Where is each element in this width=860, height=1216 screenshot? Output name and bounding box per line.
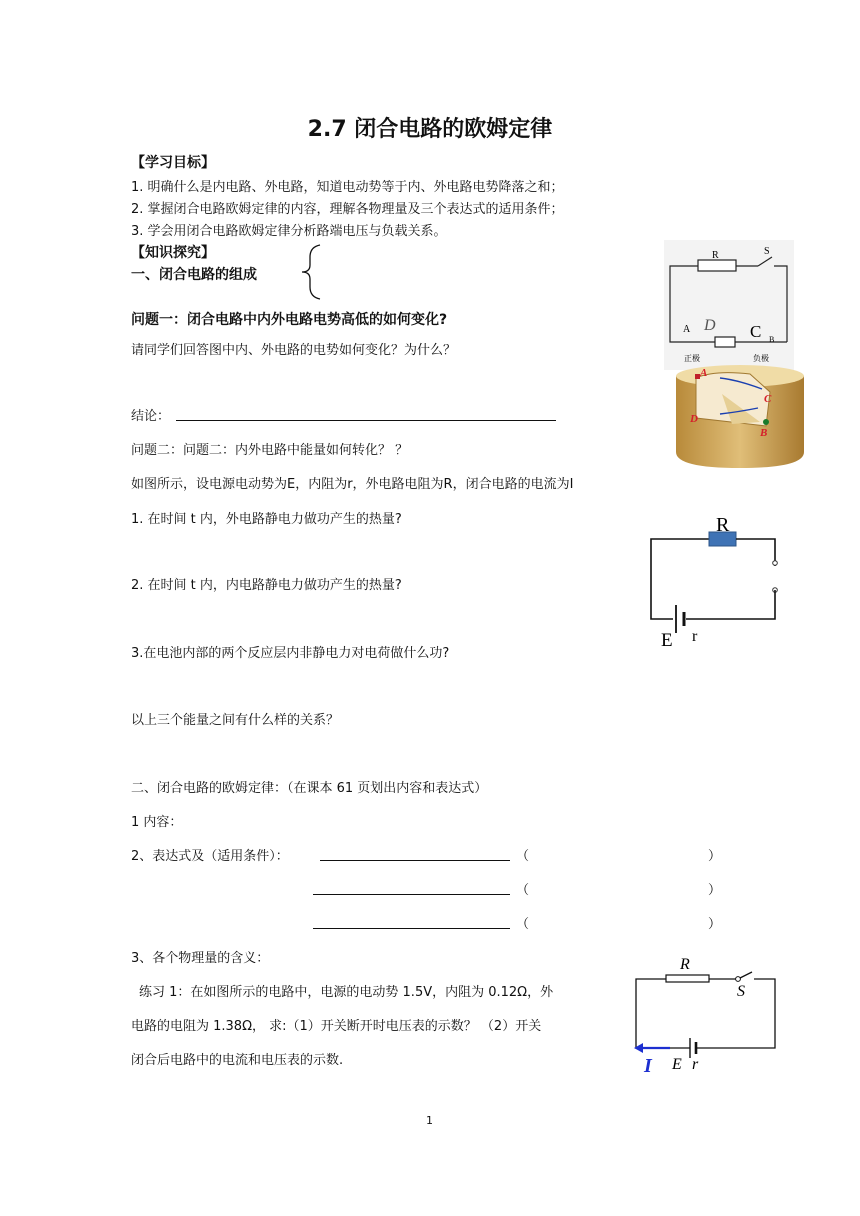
objective-item-1: 1. 明确什么是内电路、外电路，知道电动势等于内、外电路电势降落之和； — [131, 180, 564, 195]
cell-label-B: B — [760, 427, 768, 439]
expression-blank-3 — [313, 928, 510, 929]
figure-circuit-switch — [628, 952, 778, 1077]
label-E: E — [661, 630, 673, 651]
close-paren-3: ） — [708, 917, 722, 932]
resistor-symbol — [698, 260, 736, 271]
section2-heading: 二、闭合电路的欧姆定律：（在课本 61 页划出内容和表达式） — [131, 781, 488, 796]
switch-symbol — [740, 972, 752, 978]
content-label: 1 内容： — [131, 815, 183, 830]
question2-title: 问题二：问题二：内外电路中能量如何转化？ ？ — [131, 443, 409, 458]
question2-setup: 如图所示，设电源电动势为E，内阻为r，外电路电阻为R，闭合电路的电流为I — [131, 477, 574, 492]
page-number: 1 — [426, 1114, 433, 1127]
label-R: R — [712, 250, 719, 261]
label-r: r — [692, 628, 698, 645]
figure-circuit-battery — [664, 240, 794, 370]
label-negative: 负极 — [753, 354, 769, 363]
expression-blank-2 — [313, 894, 510, 895]
objective-item-3: 3. 学会用闭合电路欧姆定律分析路端电压与负载关系。 — [131, 224, 447, 239]
figure-circuit-ERr — [640, 512, 785, 657]
label-A: A — [683, 324, 691, 335]
meaning-label: 3、各个物理量的含义： — [131, 951, 270, 966]
cell-label-C: C — [764, 393, 772, 405]
expression-label: 2、表达式及（适用条件）： — [131, 849, 289, 864]
section1-heading: 一、闭合电路的组成 — [131, 267, 257, 283]
label-B: B — [769, 335, 775, 344]
label-S: S — [737, 983, 745, 1000]
label-r: r — [692, 1056, 699, 1073]
open-paren-2: （ — [516, 883, 530, 898]
question2-item-4: 以上三个能量之间有什么样的关系？ — [131, 713, 340, 728]
question2-item-1: 1. 在时间 t 内，外电路静电力做功产生的热量? — [131, 512, 402, 527]
expression-blank-1 — [320, 860, 510, 861]
question2-item-3: 3.在电池内部的两个反应层内非静电力对电荷做什么功? — [131, 646, 450, 661]
label-R: R — [716, 514, 730, 536]
label-positive: 正极 — [684, 354, 700, 363]
cell-label-A: A — [700, 367, 708, 379]
explore-heading: 【知识探究】 — [131, 245, 215, 261]
open-paren-1: （ — [516, 849, 530, 864]
open-paren-3: （ — [516, 917, 530, 932]
resistor-symbol — [666, 975, 709, 982]
close-paren-1: ） — [708, 849, 722, 864]
label-S: S — [764, 246, 770, 257]
cell-label-D: D — [690, 413, 698, 425]
question2-item-2: 2. 在时间 t 内，内电路静电力做功产生的热量? — [131, 578, 402, 593]
exercise-line-1: 练习 1：在如图所示的电路中，电源的电动势 1.5V，内阻为 0.12Ω，外 — [139, 985, 554, 1000]
label-I: I — [644, 1055, 652, 1077]
conclusion-label: 结论： — [131, 409, 171, 424]
objectives-heading: 【学习目标】 — [131, 155, 215, 171]
label-E: E — [672, 1056, 682, 1073]
page-title: 2.7 闭合电路的欧姆定律 — [307, 117, 553, 142]
label-D: D — [704, 317, 716, 334]
exercise-line-2: 电路的电阻为 1.38Ω， 求:（1）开关断开时电压表的示数？ （2）开关 — [131, 1019, 542, 1034]
conclusion-blank-line — [176, 420, 556, 421]
label-R: R — [680, 956, 690, 973]
curly-brace — [298, 243, 328, 301]
exercise-line-3: 闭合后电路中的电流和电压表的示数. — [131, 1053, 344, 1068]
objective-item-2: 2. 掌握闭合电路欧姆定律的内容，理解各物理量及三个表达式的适用条件； — [131, 202, 564, 217]
question1-text: 请同学们回答图中内、外电路的电势如何变化？为什么？ — [131, 343, 457, 358]
close-paren-2: ） — [708, 883, 722, 898]
question1-title: 问题一：闭合电路中内外电路电势高低的如何变化? — [131, 312, 448, 328]
figure-cell-3d — [674, 364, 809, 472]
label-C: C — [750, 322, 762, 341]
